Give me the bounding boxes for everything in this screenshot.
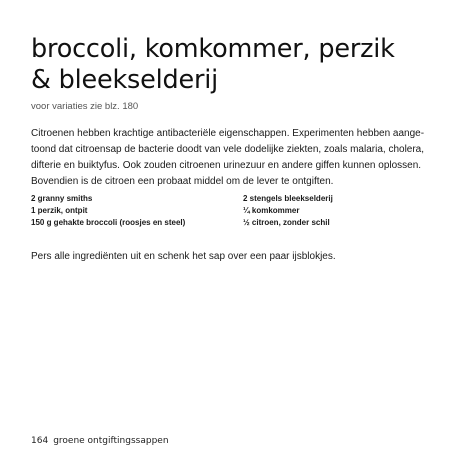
- page-footer: [31, 436, 169, 446]
- ingredient-item: 2 stengels bleekselderij: [243, 194, 333, 203]
- ingredient-item: ¼ komkommer: [243, 206, 300, 215]
- ingredient-item: ½ citroen, zonder schil: [243, 218, 330, 227]
- ingredients-right-column: [243, 193, 333, 229]
- intro-line: toond dat citroensap de bacterie doodt van vele dodelijke ziekten, zoals malaria, cholera,: [31, 144, 425, 155]
- intro-paragraph: [31, 126, 431, 190]
- recipe-title-line-2: & bleekselderij: [31, 65, 218, 95]
- ingredient-item: 1 perzik, ontpit: [31, 206, 88, 215]
- intro-line: difterie en buiktyfus. Ook zouden citroenen urinezuur en andere giffen kunnen oplossen.: [31, 160, 422, 171]
- section-name: groene ontgiftingssappen: [53, 436, 169, 446]
- recipe-title-line-1: broccoli, komkommer, perzik: [31, 34, 395, 64]
- variations-note: voor variaties zie blz. 180: [31, 101, 139, 112]
- intro-line: Citroenen hebben krachtige antibacteriële eigenschappen. Experimenten hebben aange-: [31, 128, 425, 139]
- intro-line: Bovendien is de citroen een probaat middel om de lever te ontgiften.: [31, 176, 334, 187]
- recipe-title: [31, 34, 441, 96]
- ingredient-item: 2 granny smiths: [31, 194, 93, 203]
- ingredient-item: 150 g gehakte broccoli (roosjes en steel): [31, 218, 186, 227]
- page-number: 164: [31, 436, 49, 446]
- ingredients-left-column: [31, 193, 185, 229]
- method-paragraph: Pers alle ingrediënten uit en schenk het sap over een paar ijsblokjes.: [31, 251, 336, 262]
